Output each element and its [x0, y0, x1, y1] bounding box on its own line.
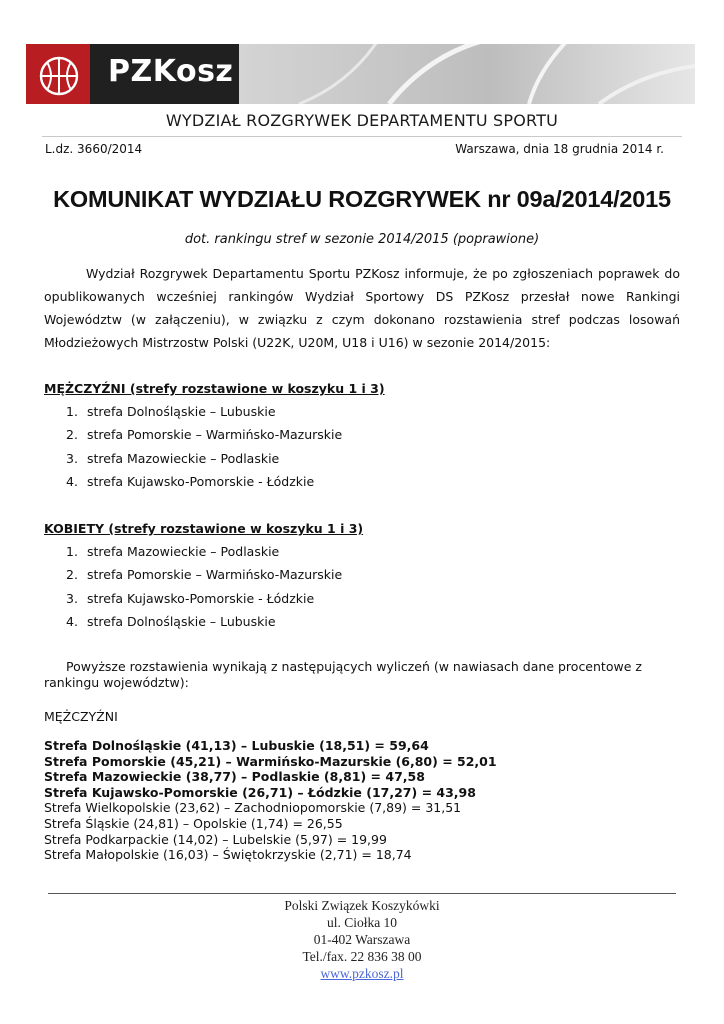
reference-number: L.dz. 3660/2014 [45, 142, 143, 156]
document-date: Warszawa, dnia 18 grudnia 2014 r. [455, 142, 664, 156]
footer-street: ul. Ciołka 10 [326, 915, 398, 930]
calculation-line: Strefa Kujawsko-Pomorskie (26,71) – Łódzkie (17,27) = 43,98 [44, 784, 476, 800]
list-item: 2. strefa Pomorskie – Warmińsko-Mazurskie [66, 427, 343, 443]
calculation-line: Strefa Małopolskie (16,03) – Świętokrzyskie (2,71) = 18,74 [44, 847, 412, 863]
calculation-men-label: MĘŻCZYŹNI [44, 709, 118, 724]
calculation-line: Strefa Podkarpackie (14,02) – Lubelskie (5,97) = 19,99 [44, 831, 387, 847]
list-item: 4. strefa Dolnośląskie – Lubuskie [66, 613, 276, 629]
list-item: 1. strefa Dolnośląskie – Lubuskie [66, 404, 276, 419]
list-item: 2. strefa Pomorskie – Warmińsko-Mazurskie [66, 567, 343, 583]
basketball-pattern-decoration [239, 44, 695, 104]
calculation-list [44, 738, 497, 863]
footer-city: 01-402 Warszawa [313, 932, 411, 947]
list-item: 1. strefa Mazowieckie – Podlaskie [66, 544, 280, 559]
calculation-line: Strefa Śląskie (24,81) – Opolskie (1,74) = 26,55 [44, 815, 343, 831]
calculation-line: Strefa Wielkopolskie (23,62) – Zachodniopomorskie (7,89) = 31,51 [44, 800, 462, 816]
footer-divider [48, 893, 676, 894]
women-zone-list [66, 544, 342, 637]
footer-org: Polski Związek Koszykówki [284, 898, 440, 913]
calculation-line: Strefa Dolnośląskie (41,13) – Lubuskie (18,51) = 59,64 [44, 738, 429, 753]
women-section-heading: KOBIETY (strefy rozstawione w koszyku 1 i 3) [44, 521, 364, 536]
calculation-paragraph: Powyższe rozstawienia wynikają z następujących wyliczeń (w nawiasach dane procentowe z rankingu województw): [44, 659, 642, 690]
department-title: WYDZIAŁ ROZGRYWEK DEPARTAMENTU SPORTU [165, 111, 559, 130]
header-banner [26, 44, 695, 104]
footer [0, 897, 724, 982]
list-item: 3. strefa Mazowieckie – Podlaskie [66, 450, 280, 466]
footer-website-link[interactable]: www.pzkosz.pl [320, 966, 404, 981]
header-divider [42, 136, 682, 137]
footer-phone: Tel./fax. 22 836 38 00 [302, 949, 422, 964]
list-item: 4. strefa Kujawsko-Pomorskie - Łódzkie [66, 473, 315, 489]
men-zone-list [66, 404, 342, 497]
page-subtitle: dot. rankingu stref w sezonie 2014/2015 (poprawione) [184, 232, 540, 247]
calculation-line: Strefa Pomorskie (45,21) – Warmińsko-Mazurskie (6,80) = 52,01 [44, 753, 497, 769]
men-section-heading: MĘŻCZYŹNI (strefy rozstawione w koszyku 1 i 3) [44, 381, 385, 396]
calculation-line: Strefa Mazowieckie (38,77) – Podlaskie (8,81) = 47,58 [44, 769, 425, 785]
logo-text: PZKosz [108, 54, 234, 89]
intro-paragraph: Wydział Rozgrywek Departamentu Sportu PZKosz informuje, że po zgłoszeniach poprawek do opublikowanych wcześniej rankingów Wydział Sportowy DS PZKosz przesłał nowe Rankingi Województw (w załączeniu), w związku z czym dokonano rozstawienia stref podczas losowań Młodzieżowych Mistrzostw Polski (U22K, U20M, U18 i U16) w sezonie 2014/2015: [44, 266, 680, 350]
basketball-icon [34, 50, 84, 100]
page-title: KOMUNIKAT WYDZIAŁU ROZGRYWEK nr 09a/2014/2015 [53, 186, 671, 212]
logo [26, 44, 239, 104]
list-item: 3. strefa Kujawsko-Pomorskie - Łódzkie [66, 590, 315, 606]
